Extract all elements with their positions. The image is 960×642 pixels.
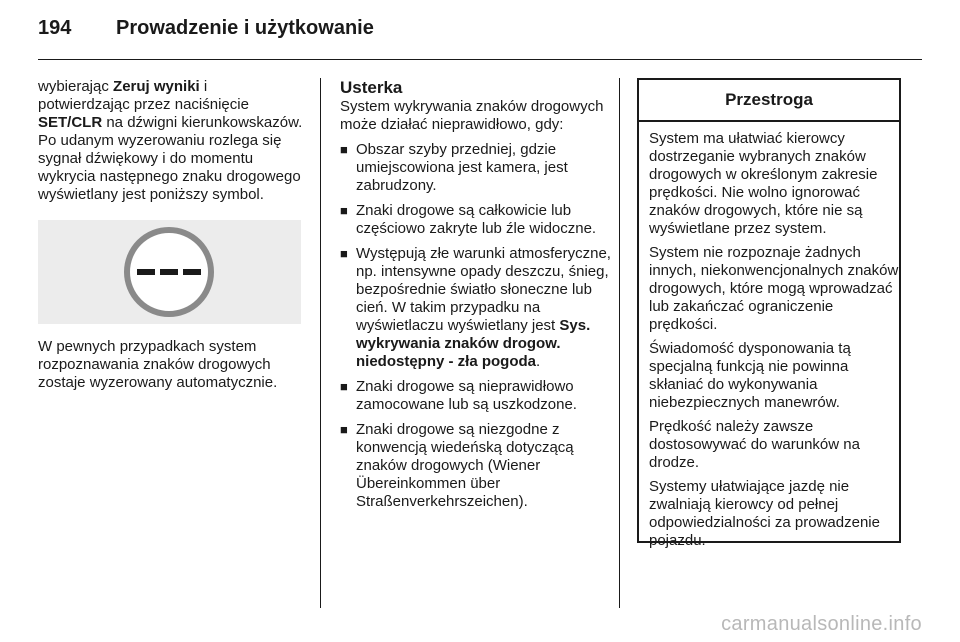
caution-title: Przestroga <box>639 80 899 122</box>
caution-paragraph: Świadomość dysponowania tą specjalną funkcją nie powinna skłaniać do wykonywania niebezpiecznych manewrów. <box>649 340 851 411</box>
no-traffic-sign-icon <box>121 225 217 319</box>
page-number: 194 <box>38 17 72 39</box>
no-sign-symbol-figure <box>38 220 301 324</box>
column-divider <box>619 78 620 608</box>
list-item: ■ Występują złe warunki atmosferyczne, np. intensywne opady deszczu, śnieg, bezpośrednie światło słoneczne lub cień. W takim przypadku na wyświetlaczu wyświetlany jest Sys. wykrywania znaków drogow. niedostępny - zła pogoda. <box>340 245 611 370</box>
bullet-icon: ■ <box>340 379 348 394</box>
left-column <box>38 78 303 399</box>
bullet-icon: ■ <box>340 142 348 157</box>
bullet-icon: ■ <box>340 246 348 261</box>
page-title: Prowadzenie i użytkowanie <box>116 17 374 39</box>
bullet-icon: ■ <box>340 422 348 437</box>
auto-reset-paragraph: W pewnych przypadkach system rozpoznawania znaków drogowych zostaje wyzerowany automatycznie. <box>38 338 278 391</box>
caution-body <box>639 122 899 550</box>
reset-paragraph: wybierając Zeruj wyniki i potwierdzając przez naciśnięcie SET/CLR na dźwigni kierunkowskazów. Po udanym wyzerowaniu rozlega się sygnał dźwiękowy i do momentu wykrycia następnego znaku drogowego wyświetlany jest poniższy symbol. <box>38 78 303 203</box>
list-item: ■ Znaki drogowe są nieprawidłowo zamocowane lub są uszkodzone. <box>340 378 577 413</box>
caution-paragraph: Systemy ułatwiające jazdę nie zwalniają kierowcy od pełnej odpowiedzialności za prowadzenie pojazdu. <box>649 478 880 549</box>
watermark: carmanualsonline.info <box>721 613 922 635</box>
header-rule <box>38 59 922 60</box>
list-item: ■ Znaki drogowe są niezgodne z konwencją wiedeńską dotyczącą znaków drogowych (Wiener Übereinkommen über Straßenverkehrszeichen). <box>340 421 574 510</box>
display-message: Sys. wykrywania znaków drogow. niedostępny - zła pogoda <box>356 317 591 370</box>
column-divider <box>320 78 321 608</box>
caution-paragraph: System nie rozpoznaje żadnych innych, niekonwencjonalnych znaków drogowych, które mogą wprowadzać lub zakańczać ograniczenie prędkości. <box>649 244 899 333</box>
bullet-icon: ■ <box>340 203 348 218</box>
caution-paragraph: System ma ułatwiać kierowcy dostrzeganie wybranych znaków drogowych w określonym zakresie prędkości. Nie wolno ignorować znaków drogowych, które nie są wyświetlane przez system. <box>649 130 878 237</box>
caution-paragraph: Prędkość należy zawsze dostosowywać do warunków na drodze. <box>649 418 860 471</box>
set-clr-button-label: SET/CLR <box>38 114 103 131</box>
page-header <box>38 17 374 40</box>
menu-item-reset: Zeruj wyniki <box>113 78 200 95</box>
middle-column <box>340 78 620 518</box>
list-item: ■ Obszar szyby przedniej, gdzie umiejscowiona jest kamera, jest zabrudzony. <box>340 141 568 194</box>
section-intro: System wykrywania znaków drogowych może działać nieprawidłowo, gdy: <box>340 98 604 133</box>
caution-box <box>637 78 901 549</box>
list-item: ■ Znaki drogowe są całkowicie lub częściowo zakryte lub źle widoczne. <box>340 202 597 237</box>
fault-list <box>340 141 620 511</box>
section-title: Usterka <box>340 78 403 97</box>
